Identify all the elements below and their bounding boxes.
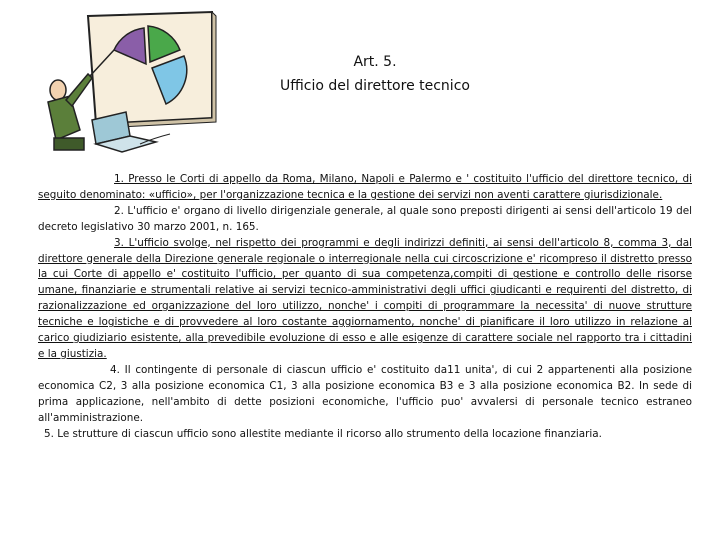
presenter-legs <box>54 138 84 150</box>
paragraph-2: 2. L'ufficio e' organo di livello dirigenziale generale, al quale sono preposti dirigenti ai sensi dell'articolo 19 del decreto legislativo 30 marzo 2001, n. 165. <box>38 204 692 233</box>
article-number: Art. 5. <box>353 54 397 70</box>
pie-chart-presentation-clipart <box>30 10 230 160</box>
presenter-arm <box>66 74 92 106</box>
paragraph-3: 3. L'ufficio svolge, nel rispetto dei programmi e degli indirizzi definiti, ai sensi dell'articolo 8, comma 3, dal direttore generale della Direzione generale regionale o interregionale nella cui circoscrizione e' ricompreso il distretto presso la cui Corte di appello e' costituito l'ufficio, per quanto di sua competenza,compiti di gestione e controllo delle risorse umane, finanziarie e strumentali relative ai servizi tecnico-amministrativi degli uffici giudicanti e requirenti del distretto, di razionalizzazione ed organizzazione del loro utilizzo, nonche' i compiti di programmare la necessita' di nuove strutture tecniche e logistiche e di provvedere al loro costante aggiornamento, nonche' di pianificare il loro utilizzo in relazione al carico giudiziario esistente, alla prevedibile evoluzione di esso e alle esigenze di carattere sociale nel rapporto tra i cittadini e la giustizia. <box>38 236 692 360</box>
paragraph-4: 4. Il contingente di personale di ciascun ufficio e' costituito da11 unita', di cui 2 appartenenti alla posizione economica C2, 3 alla posizione economica C1, 3 alla posizione economica B3 e 3 alla posizione economica B2. In sede di prima applicazione, nell'ambito di dette posizioni economiche, l'ufficio puo' avvalersi di personale tecnico estraneo all'amministrazione. <box>38 363 692 424</box>
paragraph-5: 5. Le strutture di ciascun ufficio sono allestite mediante il ricorso allo strumento della locazione finanziaria. <box>44 427 602 440</box>
article-title: Ufficio del direttore tecnico <box>280 78 470 94</box>
article-body <box>38 172 692 442</box>
article-header <box>250 50 500 98</box>
paragraph-1: 1. Presso le Corti di appello da Roma, Milano, Napoli e Palermo e ' costituito l'ufficio del direttore tecnico, di seguito denominato: «ufficio», per l'organizzazione tecnica e la gestione dei servizi non aventi carattere giurisdizionale. <box>38 173 692 201</box>
